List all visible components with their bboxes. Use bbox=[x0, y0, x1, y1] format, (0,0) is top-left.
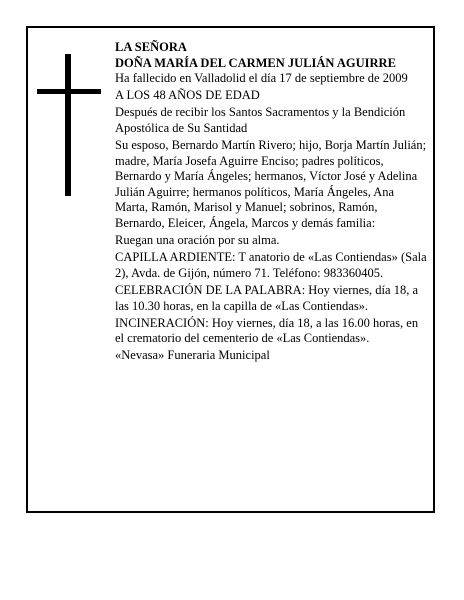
celebration-info: CELEBRACIÓN DE LA PALABRA: Hoy viernes, día 18, a las 10.30 horas, en la capilla de «Las Contiendas». bbox=[115, 282, 418, 313]
cross-vertical-bar bbox=[65, 54, 71, 196]
title-line-1: LA SEÑORA bbox=[115, 40, 187, 54]
death-announcement: Ha fallecido en Valladolid el día 17 de septiembre de 2009 bbox=[115, 71, 408, 86]
cremation-info: INCINERACIÓN: Hoy viernes, día 18, a las 16.00 horas, en el crematorio del cementerio de «Las Contiendas». bbox=[115, 315, 419, 346]
obituary-text bbox=[115, 40, 429, 365]
prayer-request: Ruegan una oración por su alma. bbox=[115, 233, 280, 248]
sacraments-line: Después de recibir los Santos Sacramentos y la Bendición Apostólica de Su Santidad bbox=[115, 105, 406, 135]
age-line: A LOS 48 AÑOS DE EDAD bbox=[115, 88, 260, 103]
cross-horizontal-bar bbox=[37, 89, 101, 94]
chapel-info: CAPILLA ARDIENTE: T anatorio de «Las Contiendas» (Sala 2), Avda. de Gijón, número 71. Teléfono: 983360405. bbox=[115, 250, 427, 280]
deceased-name: DOÑA MARÍA DEL CARMEN JULIÁN AGUIRRE bbox=[115, 55, 396, 70]
funeral-home: «Nevasa» Funeraria Municipal bbox=[115, 348, 270, 363]
cross-icon bbox=[37, 54, 101, 196]
family-list: Su esposo, Bernardo Martín Rivero; hijo, Borja Martín Julián; madre, María Josefa Aguirre Enciso; padres políticos, Bernardo y María Ángeles; hermanos, Víctor José y Adelina Julián Aguirre; hermanos políticos, María Ángeles, Ana Marta, Ramón, Marisol y Manuel; sobrinos, Ramón, Bernardo, Eleicer, Ángela, Marcos y demás familia: bbox=[115, 138, 427, 231]
